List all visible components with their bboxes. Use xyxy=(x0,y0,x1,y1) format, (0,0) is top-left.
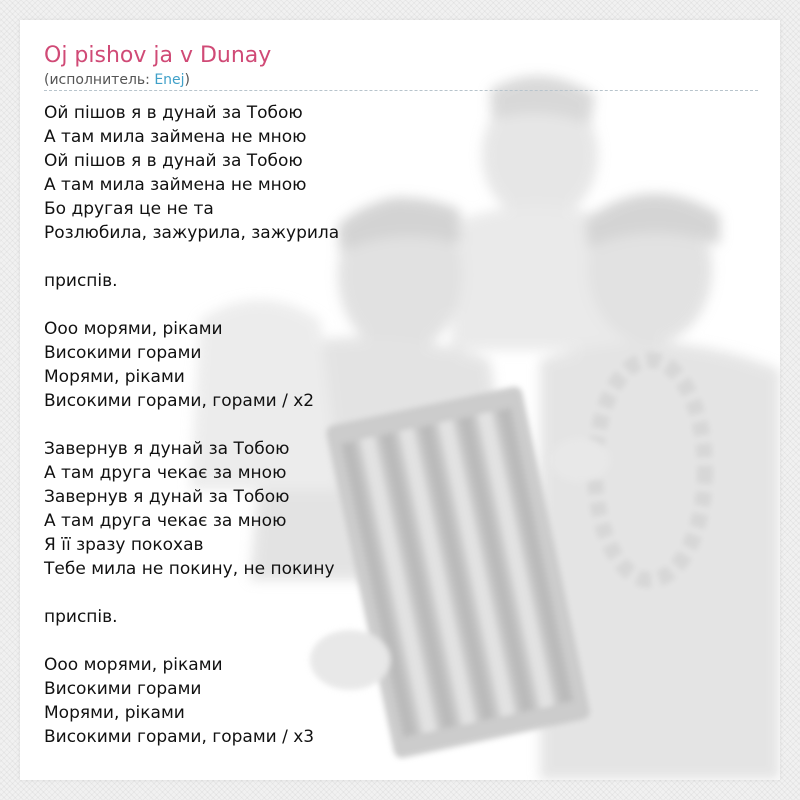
lyric-line: Розлюбила, зажурила, зажурила xyxy=(44,223,340,243)
lyric-line: приспів. xyxy=(44,271,118,291)
performer-close: ) xyxy=(184,72,191,88)
lyric-line: Я її зразу покохав xyxy=(44,535,204,555)
lyric-line: приспів. xyxy=(44,607,118,627)
song-title: Oj pishov ja v Dunay xyxy=(44,43,272,68)
lyric-line: Високими горами, горами / х3 xyxy=(44,727,315,747)
lyric-line: Морями, ріками xyxy=(44,367,185,387)
lyric-line: А там мила займена не мною xyxy=(44,175,307,195)
artist-link[interactable]: Enej xyxy=(154,72,185,88)
lyric-blank-line xyxy=(44,629,758,653)
lyric-line: Високими горами, горами / х2 xyxy=(44,391,315,411)
lyric-blank-line xyxy=(44,293,758,317)
lyric-line: Тебе мила не покину, не покину xyxy=(44,559,335,579)
lyric-line: Морями, ріками xyxy=(44,703,185,723)
lyric-blank-line xyxy=(44,413,758,437)
lyric-line: Ооо морями, ріками xyxy=(44,655,223,675)
lyric-line: А там друга чекає за мною xyxy=(44,511,287,531)
lyric-line: Бо другая це не та xyxy=(44,199,214,219)
performer-line xyxy=(44,71,758,89)
lyric-line: А там мила займена не мною xyxy=(44,127,307,147)
lyric-line: Завернув я дунай за Тобою xyxy=(44,439,290,459)
lyric-line: Ооо морями, ріками xyxy=(44,319,223,339)
lyric-line: А там друга чекає за мною xyxy=(44,463,287,483)
title-divider xyxy=(44,90,758,91)
lyric-line: Завернув я дунай за Тобою xyxy=(44,487,290,507)
lyrics-content xyxy=(44,20,758,749)
lyric-line: Високими горами xyxy=(44,679,202,699)
performer-label: (исполнитель: xyxy=(44,72,155,88)
lyric-line: Ой пішов я в дунай за Тобою xyxy=(44,103,303,123)
lyric-line: Високими горами xyxy=(44,343,202,363)
lyric-line: Ой пішов я в дунай за Тобою xyxy=(44,151,303,171)
lyrics-card xyxy=(20,20,780,780)
lyric-blank-line xyxy=(44,581,758,605)
lyrics-body xyxy=(44,101,758,749)
lyric-blank-line xyxy=(44,245,758,269)
